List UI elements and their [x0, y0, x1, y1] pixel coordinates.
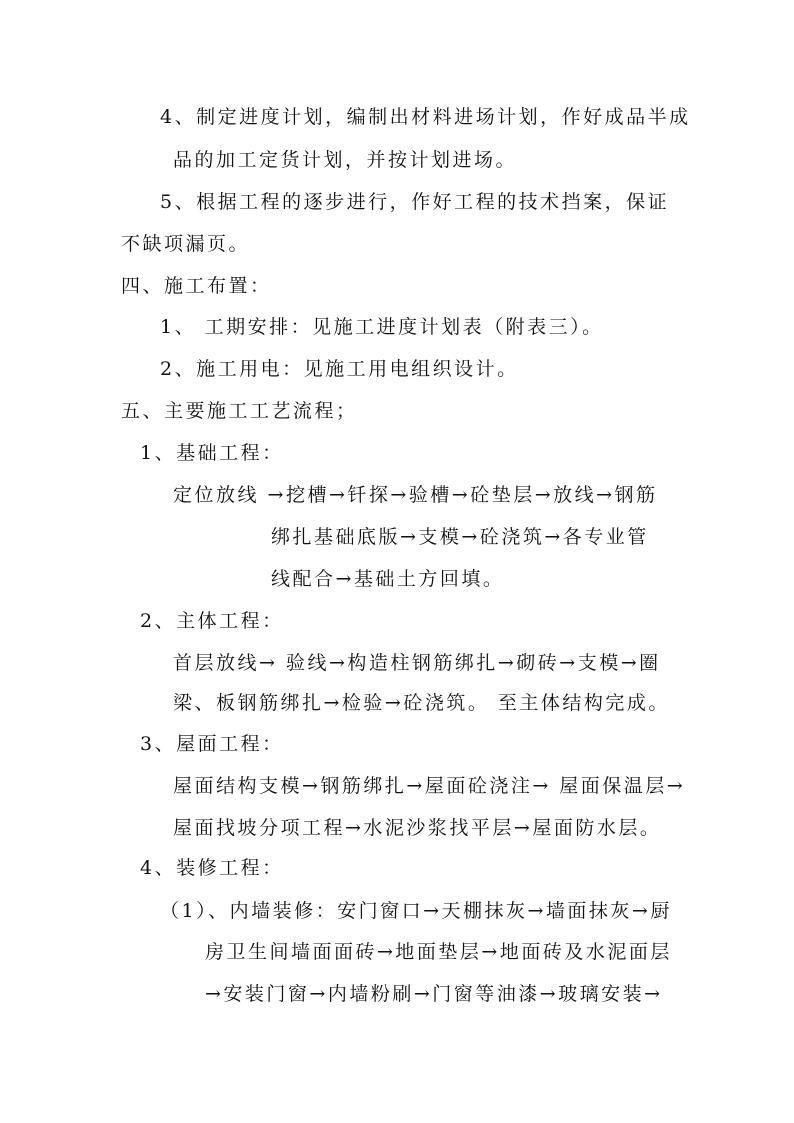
subsection-heading: 4、装修工程： — [140, 857, 284, 879]
text-line: 线配合→基础土方回填。 — [271, 568, 505, 590]
text-line: 4、制定进度计划，编制出材料进场计划，作好成品半成 — [160, 106, 691, 128]
text-line: （1）、内墙装修：安门窗口→天棚抹灰→墙面抹灰→厨 — [160, 900, 672, 922]
text-line: 首层放线→ 验线→构造柱钢筋绑扎→砌砖→支模→圈 — [173, 652, 661, 674]
text-line: 绑扎基础底版→支模→砼浇筑→各专业管 — [271, 526, 649, 548]
section-heading: 五、主要施工工艺流程； — [121, 400, 358, 422]
subsection-heading: 2、主体工程： — [140, 610, 284, 632]
subsection-heading: 1、基础工程： — [140, 442, 284, 464]
text-line: →安装门窗→内墙粉刷→门窗等油漆→玻璃安装→ — [205, 983, 663, 1005]
text-line: 梁、板钢筋绑扎→检验→砼浇筑。 至主体结构完成。 — [173, 692, 670, 714]
subsection-heading: 3、屋面工程： — [140, 733, 284, 755]
text-line: 品的加工定货计划，并按计划进场。 — [173, 149, 518, 171]
text-line: 1、 工期安排：见施工进度计划表（附表三）。 — [160, 316, 604, 338]
text-line: 房卫生间墙面面砖→地面垫层→地面砖及水泥面层 — [205, 941, 672, 963]
section-heading: 四、施工布置： — [121, 275, 272, 297]
text-line: 屋面结构支模→钢筋绑扎→屋面砼浇注→ 屋面保温层→ — [173, 775, 686, 797]
text-line: 屋面找坡分项工程→水泥沙浆找平层→屋面防水层。 — [173, 817, 662, 839]
text-line: 不缺项漏页。 — [121, 233, 251, 255]
text-line: 5、根据工程的逐步进行，作好工程的技术挡案，保证 — [160, 191, 670, 213]
text-line: 定位放线 →挖槽→钎探→验槽→砼垫层→放线→钢筋 — [173, 484, 658, 506]
text-line: 2、施工用电：见施工用电组织设计。 — [160, 358, 519, 380]
